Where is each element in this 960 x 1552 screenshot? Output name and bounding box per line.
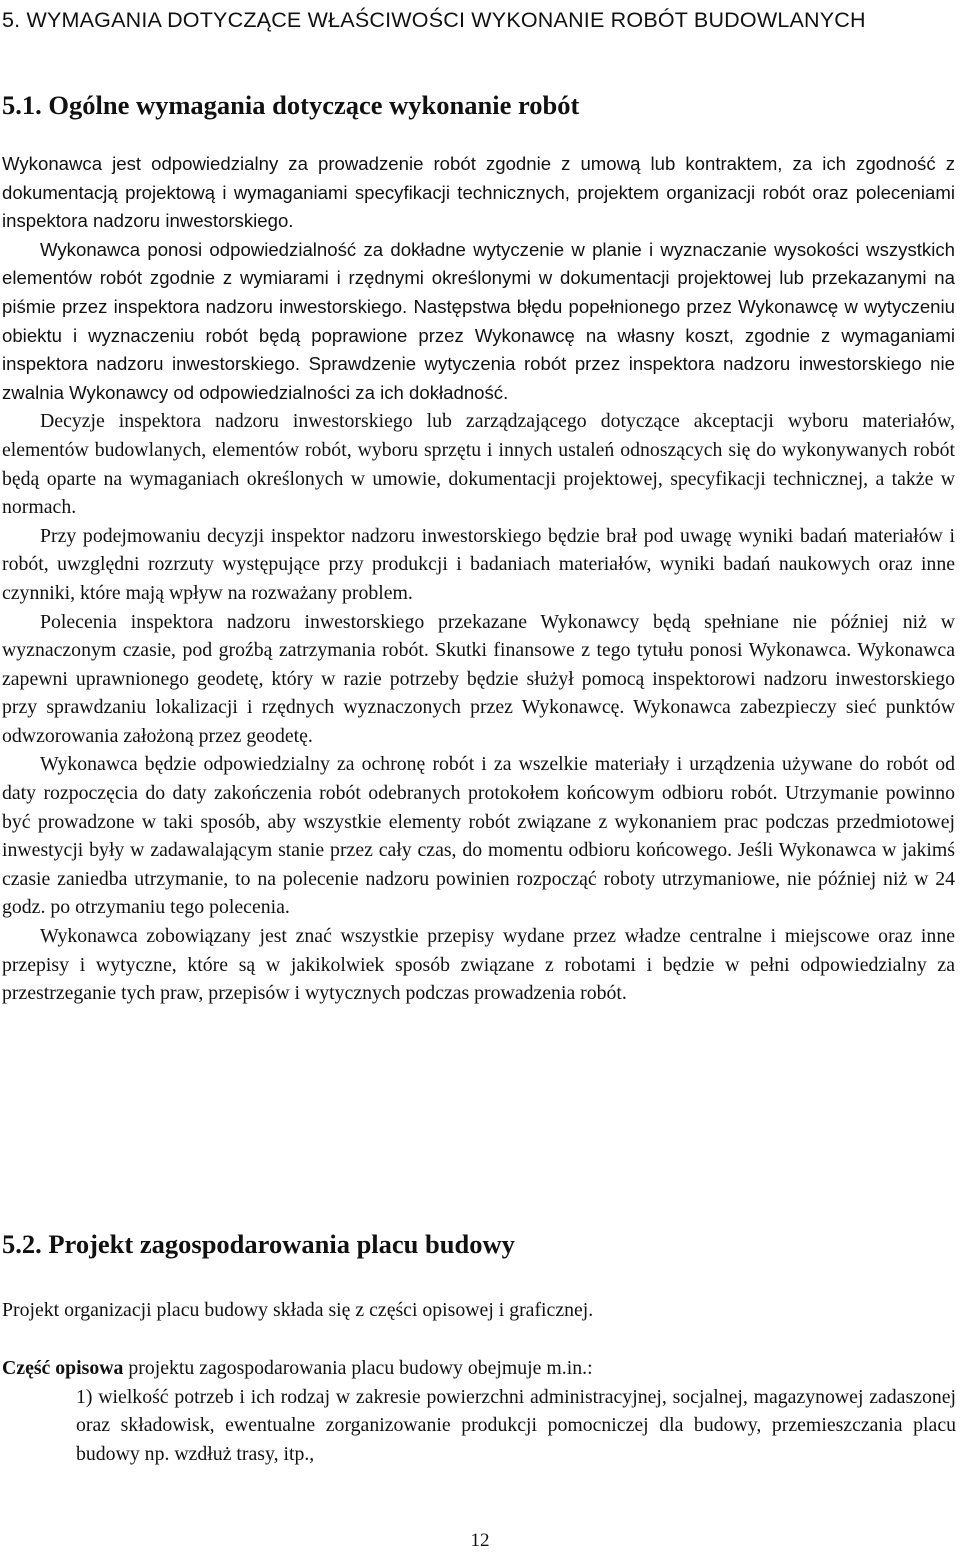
subsection-1-heading: 5.1. Ogólne wymagania dotyczące wykonanie robót — [2, 90, 580, 120]
paragraph: Wykonawca ponosi odpowiedzialność za dokładne wytyczenie w planie i wyznaczanie wysokości wszystkich elementów robót zgodnie z wymiarami i rzędnymi określonymi w dokumentacji projektowej lub przekazanymi na piśmie przez inspektora nadzoru inwestorskiego. Następstwa błędu popełnionego przez Wykonawcę w wytyczeniu obiektu i wyznaczeniu robót będą poprawione przez Wykonawcę na własny koszt, zgodnie z wymaganiami inspektora nadzoru inwestorskiego. Sprawdzenie wytyczenia robót przez inspektora nadzoru inwestorskiego nie zwalnia Wykonawcy od odpowiedzialności za ich dokładność. — [2, 238, 955, 403]
paragraph: Wykonawca będzie odpowiedzialny za ochronę robót i za wszelkie materiały i urządzenia używane do robót od daty rozpoczęcia do daty zakończenia robót odebranych protokołem końcowym odbioru robót. Utrzymanie powinno być prowadzone w taki sposób, aby wszystkie elementy robót związane z wykonaniem prac podczas przedmiotowej inwestycji były w zadawalającym stanie przez cały czas, do momentu odbioru końcowego. Jeśli Wykonawca w jakimś czasie zaniedba utrzymanie, to na polecenie nadzoru powinien rozpocząć roboty utrzymaniowe, nie później niż w 24 godz. po otrzymaniu tego polecenia. — [2, 753, 955, 919]
paragraph: Przy podejmowaniu decyzji inspektor nadzoru inwestorskiego będzie brał pod uwagę wyniki badań materiałów i robót, uwzględni rozrzuty występujące przy produkcji i badaniach materiałów, wyniki badań naukowych oraz inne czynniki, które mają wpływ na rozważany problem. — [2, 524, 955, 604]
section-heading: 5. WYMAGANIA DOTYCZĄCE WŁAŚCIWOŚCI WYKONANIE ROBÓT BUDOWLANYCH — [2, 8, 866, 32]
part-text: projektu zagospodarowania placu budowy obejmuje m.in.: — [123, 1357, 593, 1379]
paragraph: Decyzje inspektora nadzoru inwestorskiego lub zarządzającego dotyczące akceptacji wyboru materiałów, elementów budowlanych, elementów robót, wyboru sprzętu i innych ustaleń odnoszących się do wykonywanych robót będą oparte na wymaganiach określonych w umowie, dokumentacji projektowej, specyfikacji technicznej, a także w normach. — [2, 410, 955, 519]
subsection-2-heading: 5.2. Projekt zagospodarowania placu budowy — [2, 1229, 515, 1259]
subsection-2-intro: Projekt organizacji placu budowy składa się z części opisowej i graficznej. — [2, 1299, 594, 1321]
requirements-list — [76, 1383, 956, 1468]
list-item: 1) wielkość potrzeb i ich rodzaj w zakresie powierzchni administracyjnej, socjalnej, magazynowej zadaszonej oraz składowisk, ewentualne zorganizowanie produkcji pomocniczej dla budowy, przemieszczania placu budowy np. wzdłuż trasy, itp., — [76, 1386, 956, 1465]
paragraph: Wykonawca jest odpowiedzialny za prowadzenie robót zgodnie z umową lub kontraktem, za ich zgodność z dokumentacją projektową i wymaganiami specyfikacji technicznych, projektem organizacji robót oraz poleceniami inspektora nadzoru inwestorskiego. — [2, 153, 955, 232]
subsection-1-body — [2, 150, 955, 1008]
page-number: 12 — [470, 1530, 490, 1551]
paragraph: Polecenia inspektora nadzoru inwestorskiego przekazane Wykonawcy będą spełniane nie później niż w wyznaczonym czasie, pod groźbą zatrzymania robót. Skutki finansowe z tego tytułu ponosi Wykonawca. Wykonawca zapewni uprawnionego geodetę, który w razie potrzeby będzie służył pomocą inspektorowi nadzoru inwestorskiego przy sprawdzaniu lokalizacji i rzędnych wyznaczonych przez Wykonawcę. Wykonawca zabezpieczy sieć punktów odwzorowania założoną przez geodetę. — [2, 610, 955, 747]
part-description — [2, 1354, 955, 1382]
paragraph: Wykonawca zobowiązany jest znać wszystkie przepisy wydane przez władze centralne i miejscowe oraz inne przepisy i wytyczne, które są w jakikolwiek sposób związane z robotami i będzie w pełni odpowiedzialny za przestrzeganie tych praw, przepisów i wytycznych podczas prowadzenia robót. — [2, 925, 955, 1005]
part-label: Część opisowa — [2, 1357, 124, 1379]
